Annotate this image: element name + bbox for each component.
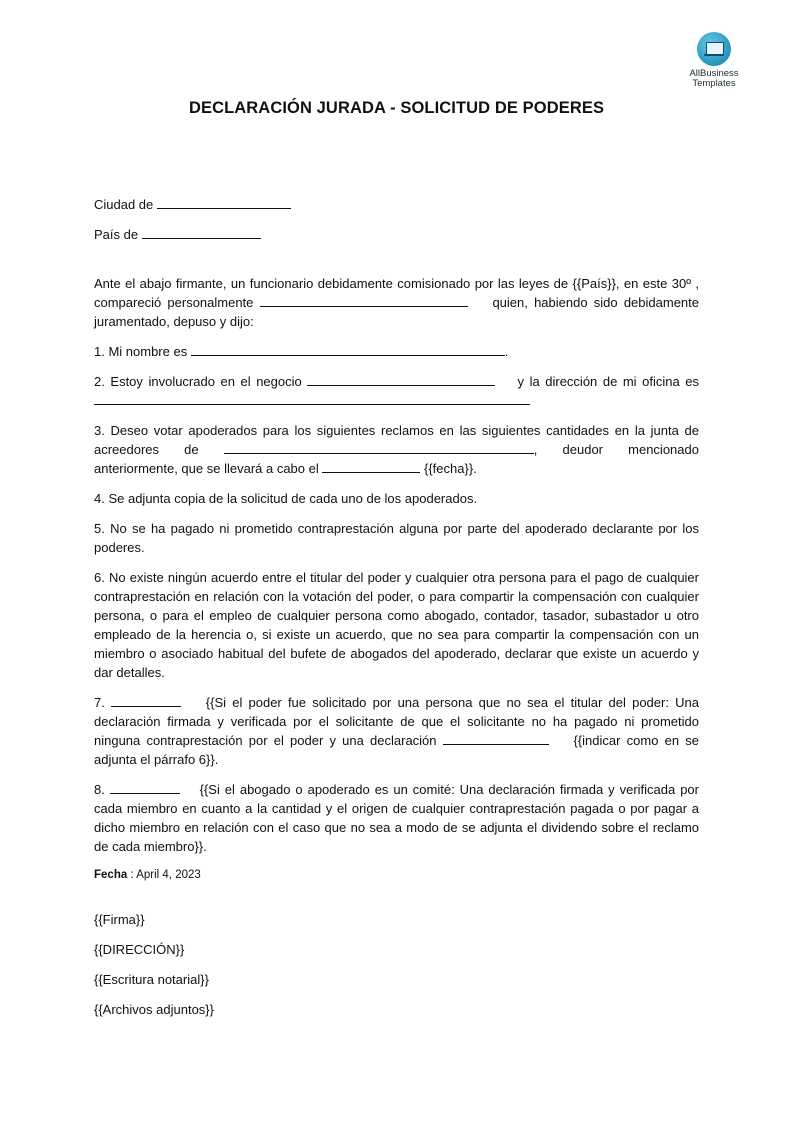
escritura-placeholder: {{Escritura notarial}}: [94, 972, 209, 987]
ciudad-blank: [157, 196, 291, 209]
item-1: [94, 342, 699, 361]
item-2-blank-1: [307, 373, 495, 386]
item-2-text-2: y la dirección de mi oficina es: [517, 374, 699, 389]
item-2-blank-2: [94, 392, 530, 405]
direccion-placeholder: {{DIRECCIÓN}}: [94, 942, 185, 957]
item-3-text-3: {{fecha}}.: [424, 461, 477, 476]
item-3-text-2: , deudor mencionado anteriormente, que se llevará a cabo el: [94, 442, 699, 476]
adjuntos-placeholder: {{Archivos adjuntos}}: [94, 1002, 214, 1017]
item-8-number: 8.: [94, 782, 105, 797]
document-body: [94, 195, 699, 1019]
item-1-end: .: [504, 344, 509, 359]
fecha-separator: :: [127, 869, 137, 881]
item-3-blank-2: [322, 460, 420, 473]
pais-label: País de: [94, 227, 139, 242]
firma-placeholder: {{Firma}}: [94, 912, 145, 927]
item-1-label: 1. Mi nombre es: [94, 344, 188, 359]
logo: [672, 32, 756, 89]
item-8-text: {{Si el abogado o apoderado es un comité: Una declaración firmada y verificada por cada miembro en cuanto a la cantidad y el origen de cualquier contraprestación pagada o por pagar a dicho miembro en relación con el caso que no sea a modo de se adjunta el dividendo sobre el reclamo de cada miembro}}.: [94, 782, 699, 854]
item-7-text-1: {{Si el poder fue solicitado por una persona que no sea el titular del poder: Una declaración firmada y verificada por el solicitante de que el solicitante no ha pagado ni prometido ninguna contraprestación por el poder y una declaración: [94, 695, 699, 748]
intro-paragraph: [94, 274, 699, 331]
item-4: 4. Se adjunta copia de la solicitud de cada uno de los apoderados.: [94, 491, 478, 506]
item-3: [94, 421, 699, 478]
logo-line-2: Templates: [692, 78, 736, 89]
item-3-blank-1: [224, 441, 534, 454]
fecha-label: Fecha: [94, 869, 128, 881]
logo-line-1: AllBusiness: [689, 68, 739, 79]
intro-text-1: Ante el abajo firmante, un funcionario debidamente comisionado por las leyes de {{País}}, en este 30º , compareció personalmente: [94, 276, 699, 310]
laptop-icon: [697, 32, 731, 66]
logo-text: [672, 69, 756, 89]
item-8: [94, 780, 699, 856]
ciudad-line: [94, 195, 699, 214]
document-title: DECLARACIÓN JURADA - SOLICITUD DE PODERES: [188, 99, 605, 117]
item-7: [94, 693, 699, 769]
intro-blank: [260, 294, 468, 307]
intro-text-2: quien, habiendo sido debidamente juramentado, depuso y dijo:: [94, 295, 699, 329]
fecha-value: April 4, 2023: [136, 869, 201, 881]
item-5: 5. No se ha pagado ni prometido contraprestación alguna por parte del apoderado declarante por los poderes.: [94, 521, 699, 555]
item-7-blank-2: [443, 732, 549, 745]
item-3-text-1: 3. Deseo votar apoderados para los siguientes reclamos en las siguientes cantidades en la junta de acreedores de: [94, 423, 699, 457]
item-6: 6. No existe ningún acuerdo entre el titular del poder y cualquier otra persona para el pago de cualquier contraprestación en relación con la votación del poder, o para compartir la compensación con cualquier persona, o para el empleo de cualquier persona como abogado, contador, tasador, subastador u otro empleado de la herencia o, si existe un acuerdo, que no sea para compartir la compensación con un miembro o asociado habitual del bufete de abogados del apoderado, declarar que existe un acuerdo y dar detalles.: [94, 570, 699, 680]
item-1-blank: [191, 343, 505, 356]
item-2: [94, 372, 699, 410]
item-7-number: 7.: [94, 695, 105, 710]
pais-blank: [142, 226, 261, 239]
item-7-text-2: {{indicar como en se adjunta el párrafo 6}}.: [94, 733, 699, 767]
fecha-line: [94, 866, 699, 885]
item-8-blank: [110, 781, 180, 794]
pais-line: [94, 225, 699, 244]
item-7-blank-1: [111, 694, 181, 707]
item-2-text-1: 2. Estoy involucrado en el negocio: [94, 374, 302, 389]
ciudad-label: Ciudad de: [94, 197, 154, 212]
